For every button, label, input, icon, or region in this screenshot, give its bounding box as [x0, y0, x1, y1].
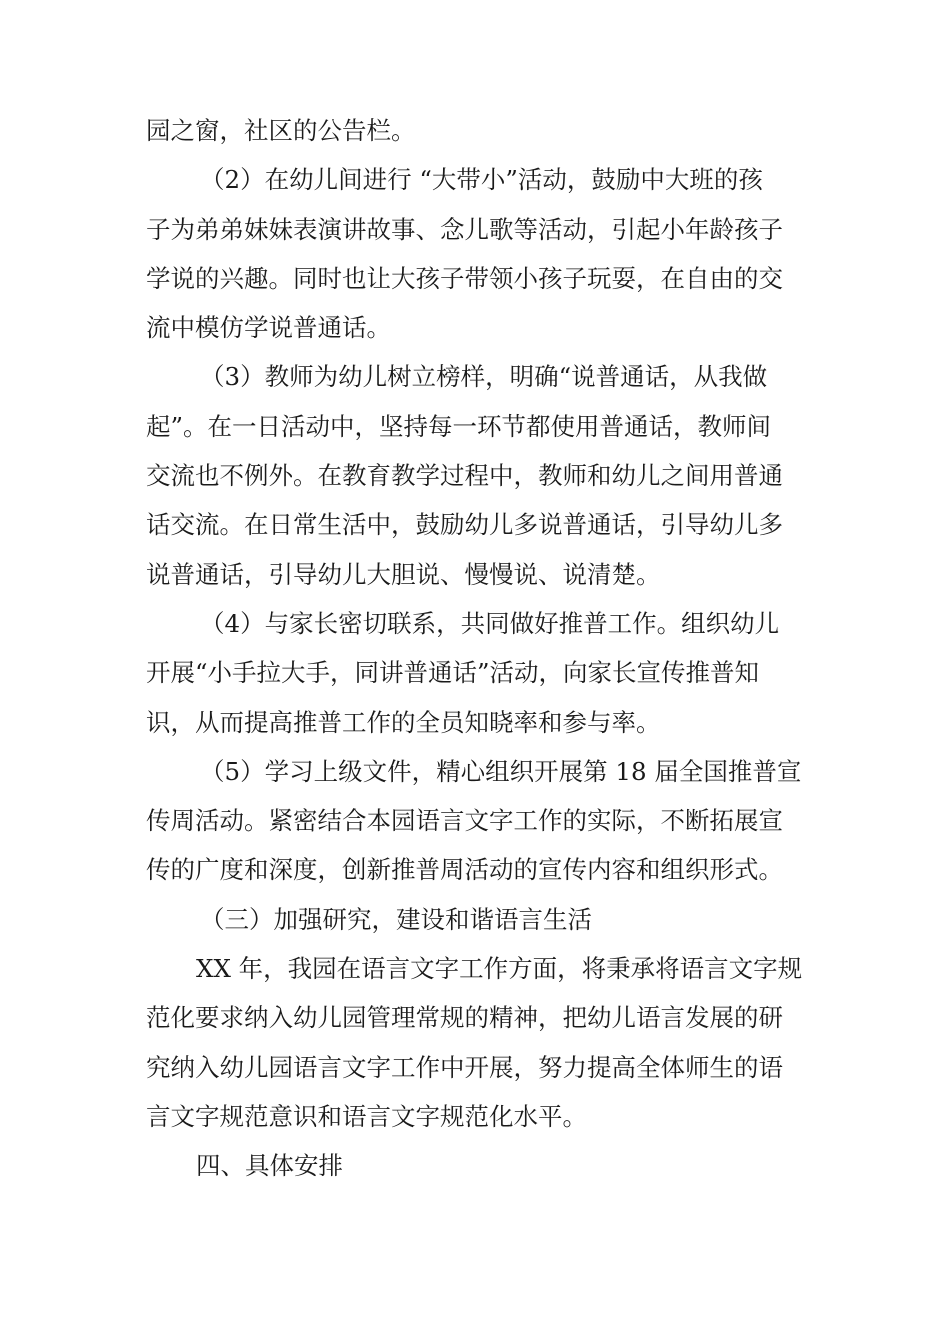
text-line: 子为弟弟妹妹表演讲故事、念儿歌等活动，引起小年龄孩子	[146, 214, 783, 244]
heading-text: 四、具体安排	[196, 1151, 343, 1181]
text-line: 开展“小手拉大手，同讲普通话”活动，向家长宣传推普知	[146, 658, 760, 688]
text-line: 起”。在一日活动中，坚持每一环节都使用普通话，教师间	[146, 411, 772, 441]
text-line: （3）教师为幼儿树立榜样，明确“说普通话，从我做	[200, 362, 768, 392]
paragraph-item-4	[146, 599, 828, 747]
text-line: 流中模仿学说普通话。	[146, 313, 391, 343]
text-line: 范化要求纳入幼儿园管理常规的精神，把幼儿语言发展的研	[146, 1003, 783, 1033]
heading-text: （三）加强研究，建设和谐语言生活	[200, 904, 592, 934]
text-line: 学说的兴趣。同时也让大孩子带领小孩子玩耍，在自由的交	[146, 263, 783, 293]
text-line: 识，从而提高推普工作的全员知晓率和参与率。	[146, 707, 661, 737]
text-line: 话交流。在日常生活中，鼓励幼儿多说普通话，引导幼儿多	[146, 510, 783, 540]
paragraph-continuation	[146, 106, 828, 155]
text-line: （4）与家长密切联系，共同做好推普工作。组织幼儿	[200, 608, 780, 638]
text-line: 传周活动。紧密结合本园语言文字工作的实际，不断拓展宣	[146, 806, 783, 836]
text-line: 究纳入幼儿园语言文字工作中开展，努力提高全体师生的语	[146, 1052, 783, 1082]
paragraph-item-3	[146, 352, 828, 598]
text-line: 园之窗，社区的公告栏。	[146, 116, 416, 145]
text-line: （5）学习上级文件，精心组织开展第 18 届全国推普宣	[200, 756, 802, 786]
paragraph-item-5	[146, 747, 828, 895]
paragraph-plan	[146, 944, 828, 1141]
section-heading-4	[146, 1141, 828, 1190]
text-line: 言文字规范意识和语言文字规范化水平。	[146, 1101, 587, 1131]
text-line: 交流也不例外。在教育教学过程中，教师和幼儿之间用普通	[146, 461, 783, 491]
section-heading-3	[146, 895, 828, 944]
document-body	[146, 106, 828, 1191]
paragraph-item-2	[146, 155, 828, 352]
text-line: 说普通话，引导幼儿大胆说、慢慢说、说清楚。	[146, 559, 661, 589]
text-line: 传的广度和深度，创新推普周活动的宣传内容和组织形式。	[146, 855, 783, 885]
text-line: （2）在幼儿间进行 “大带小”活动，鼓励中大班的孩	[200, 165, 763, 195]
text-line: XX 年，我园在语言文字工作方面，将秉承将语言文字规	[196, 954, 803, 984]
